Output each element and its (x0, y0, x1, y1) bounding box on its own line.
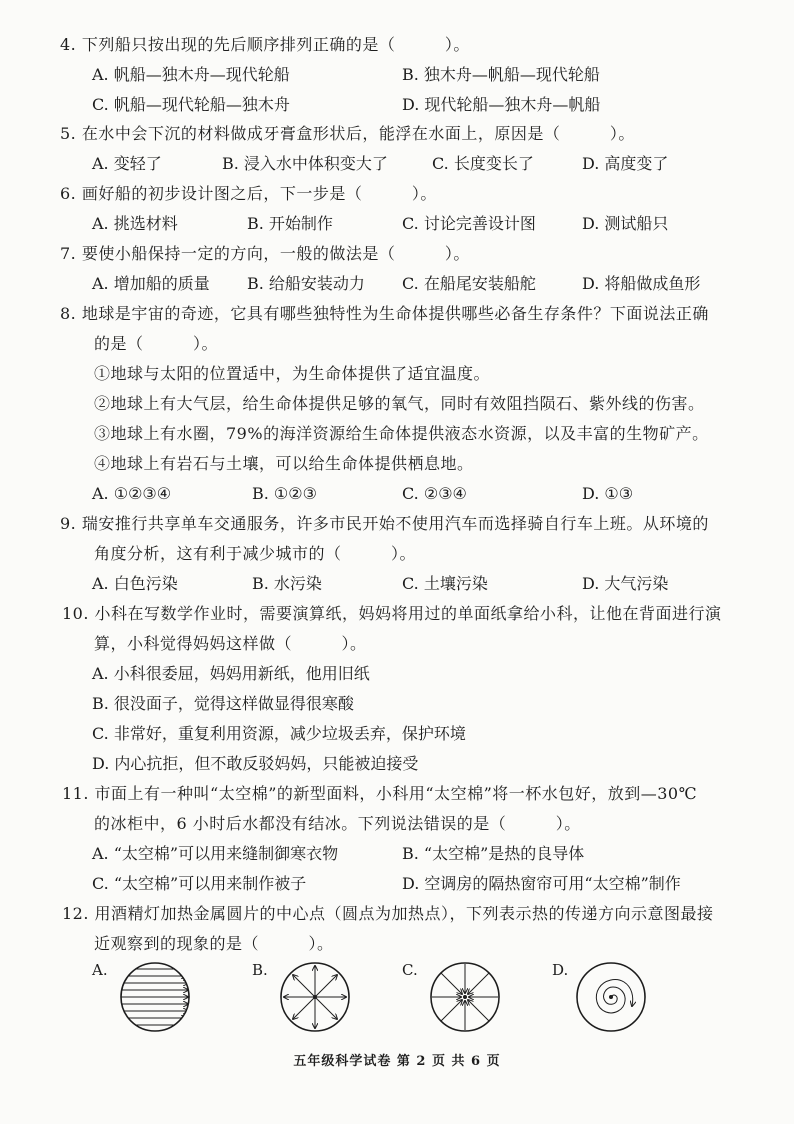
question-12-option-c: C. (402, 961, 418, 979)
question-7-stem: 7. 要使小船保持一定的方向，一般的做法是（ ）。 (60, 244, 470, 263)
question-4-option-c: C. 帆船—现代轮船—独木舟 (92, 95, 290, 114)
question-11-stem-continued: 的冰柜中，6 小时后水都没有结冰。下列说法错误的是（ ）。 (94, 814, 581, 833)
question-11-option-a: A. “太空棉”可以用来缝制御寒衣物 (92, 844, 339, 863)
question-7-option-c: C. 在船尾安装船舵 (402, 274, 536, 293)
question-5-option-c: C. 长度变长了 (432, 154, 534, 173)
question-10-option-d: D. 内心抗拒，但不敢反驳妈妈，只能被迫接受 (92, 754, 419, 773)
question-10-option-a: A. 小科很委屈，妈妈用新纸，他用旧纸 (92, 664, 370, 683)
diagram-a-parallel-arrows (118, 960, 192, 1034)
question-11-option-c: C. “太空棉”可以用来制作被子 (92, 874, 307, 893)
question-10-stem: 10. 小科在写数学作业时，需要演算纸，妈妈将用过的单面纸拿给小科，让他在背面进行演 (62, 604, 722, 623)
question-12-stem: 12. 用酒精灯加热金属圆片的中心点（圆点为加热点），下列表示热的传递方向示意图最接 (62, 904, 714, 923)
question-9-option-c: C. 土壤污染 (402, 574, 488, 593)
question-6-option-b: B. 开始制作 (247, 214, 333, 233)
question-4-option-b: B. 独木舟—帆船—现代轮船 (402, 65, 600, 84)
question-7-option-b: B. 给船安装动力 (247, 274, 365, 293)
question-8-stem: 8. 地球是宇宙的奇迹，它具有哪些独特性为生命体提供哪些必备生存条件？下面说法正确 (60, 304, 709, 323)
question-12-option-b: B. (252, 961, 268, 979)
question-12-option-a: A. (92, 961, 108, 979)
question-8-statement-1: ①地球与太阳的位置适中，为生命体提供了适宜温度。 (94, 364, 491, 383)
page-footer: 五年级科学试卷 第 2 页 共 6 页 (293, 1054, 501, 1069)
question-5-option-b: B. 浸入水中体积变大了 (222, 154, 388, 173)
question-12-option-d: D. (552, 961, 569, 979)
question-8-option-b: B. ①②③ (252, 484, 317, 503)
question-4-option-d: D. 现代轮船—独木舟—帆船 (402, 95, 601, 114)
question-11-stem: 11. 市面上有一种叫“太空棉”的新型面料，小科用“太空棉”将一杯水包好，放到—30℃ (62, 784, 698, 803)
diagram-c-inward-arrows (428, 960, 502, 1034)
question-7-option-a: A. 增加船的质量 (92, 274, 210, 293)
question-11-option-b: B. “太空棉”是热的良导体 (402, 844, 585, 863)
question-9-option-a: A. 白色污染 (92, 574, 178, 593)
question-4-option-a: A. 帆船—独木舟—现代轮船 (92, 65, 290, 84)
question-10-stem-continued: 算，小科觉得妈妈这样做（ ）。 (94, 634, 367, 653)
question-8-statement-2: ②地球上有大气层，给生命体提供足够的氧气，同时有效阻挡陨石、紫外线的伤害。 (94, 394, 705, 413)
question-12-stem-continued: 近观察到的现象的是（ ）。 (94, 934, 334, 953)
question-6-stem: 6. 画好船的初步设计图之后，下一步是（ ）。 (60, 184, 437, 203)
question-5-stem: 5. 在水中会下沉的材料做成牙膏盒形状后，能浮在水面上，原因是（ ）。 (60, 124, 635, 143)
question-9-option-b: B. 水污染 (252, 574, 322, 593)
question-8-stem-continued: 的是（ ）。 (94, 334, 219, 353)
diagram-b-radial-arrows (278, 960, 352, 1034)
question-5-option-a: A. 变轻了 (92, 154, 162, 173)
question-8-statement-3: ③地球上有水圈，79%的海洋资源给生命体提供液态水资源，以及丰富的生物矿产。 (94, 424, 709, 443)
question-10-option-b: B. 很没面子，觉得这样做显得很寒酸 (92, 694, 354, 713)
question-6-option-d: D. 测试船只 (582, 214, 669, 233)
question-8-option-c: C. ②③④ (402, 484, 467, 503)
question-9-option-d: D. 大气污染 (582, 574, 669, 593)
question-9-stem: 9. 瑞安推行共享单车交通服务，许多市民开始不使用汽车而选择骑自行车上班。从环境的 (60, 514, 709, 533)
question-6-option-c: C. 讨论完善设计图 (402, 214, 536, 233)
question-4-stem: 4. 下列船只按出现的先后顺序排列正确的是（ ）。 (60, 35, 470, 54)
diagram-d-spiral-arrows (574, 960, 648, 1034)
question-5-option-d: D. 高度变了 (582, 154, 669, 173)
question-7-option-d: D. 将船做成鱼形 (582, 274, 701, 293)
question-8-statement-4: ④地球上有岩石与土壤，可以给生命体提供栖息地。 (94, 454, 474, 473)
question-8-option-a: A. ①②③④ (92, 484, 172, 503)
question-11-option-d: D. 空调房的隔热窗帘可用“太空棉”制作 (402, 874, 681, 893)
question-9-stem-continued: 角度分析，这有利于减少城市的（ ）。 (94, 544, 417, 563)
question-8-option-d: D. ①③ (582, 484, 634, 503)
question-6-option-a: A. 挑选材料 (92, 214, 178, 233)
question-10-option-c: C. 非常好，重复利用资源，减少垃圾丢弃，保护环境 (92, 724, 466, 743)
